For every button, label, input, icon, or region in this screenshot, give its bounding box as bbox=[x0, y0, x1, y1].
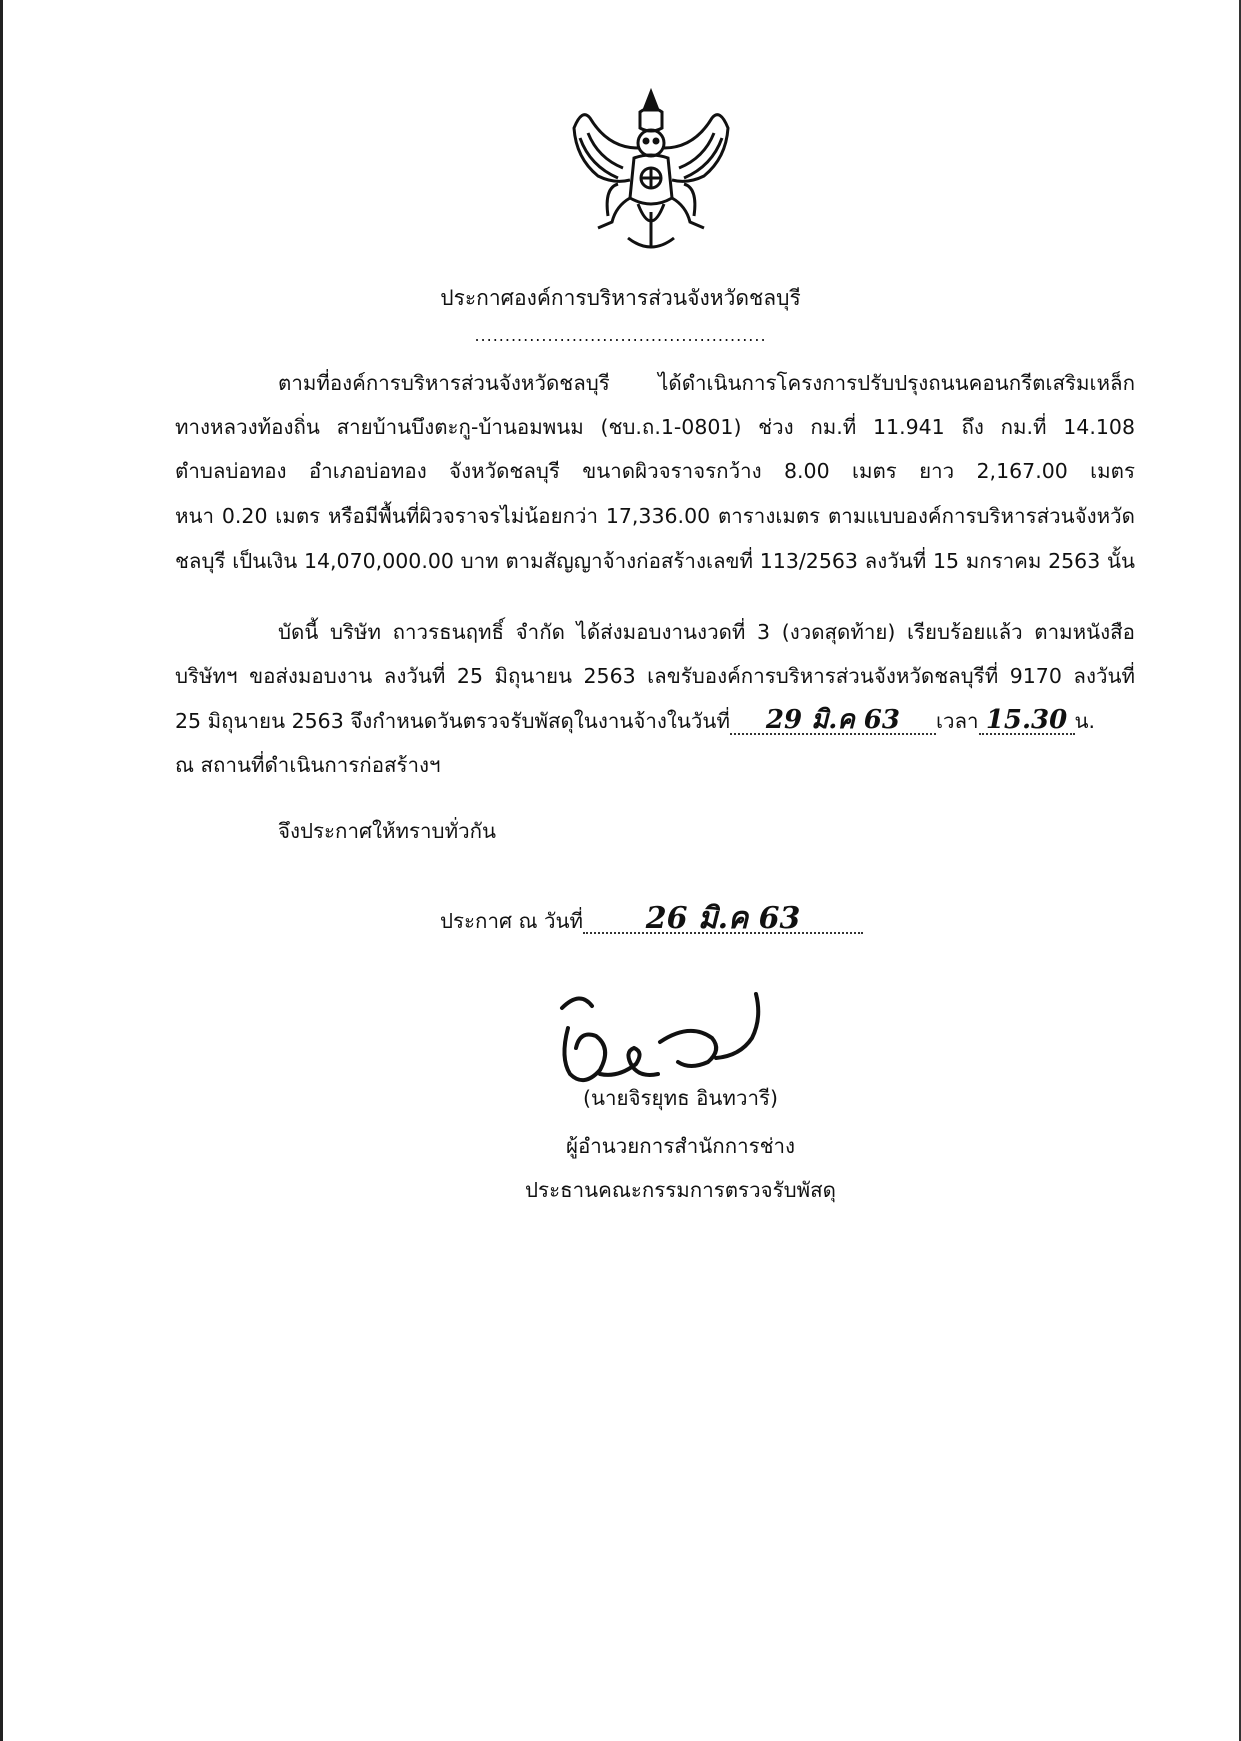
paragraph-1-line-3: ตำบลบ่อทอง อำเภอบ่อทอง จังหวัดชลบุรี ขนาดผิวจราจรกว้าง 8.00 เมตร ยาว 2,167.00 เมตร bbox=[175, 459, 1135, 483]
inspection-date-prefix: 25 มิถุนายน 2563 จึงกำหนดวันตรวจรับพัสดุในงานจ้างในวันที่ bbox=[175, 709, 730, 733]
document-title: ประกาศองค์การบริหารส่วนจังหวัดชลบุรี bbox=[440, 286, 801, 310]
title-dots-divider: ................................................ bbox=[474, 326, 767, 345]
announcement-date-label: ประกาศ ณ วันที่ bbox=[440, 909, 584, 933]
paragraph-1-line-2: ทางหลวงท้องถิ่น สายบ้านบึงตะกู-บ้านอมพนม (ชบ.ถ.1-0801) ช่วง กม.ที่ 11.941 ถึง กม.ที่ 14.108 bbox=[175, 415, 1135, 439]
paragraph-1-line-4: หนา 0.20 เมตร หรือมีพื้นที่ผิวจราจรไม่น้อยกว่า 17,336.00 ตารางเมตร ตามแบบองค์การบริหารส่วนจังหวัด bbox=[175, 504, 1135, 528]
paragraph-1-line-1: ตามที่องค์การบริหารส่วนจังหวัดชลบุรี ได้ดำเนินการโครงการปรับปรุงถนนคอนกรีตเสริมเหล็ก bbox=[278, 371, 1135, 395]
scan-edge-left bbox=[0, 0, 3, 1741]
garuda-emblem-icon bbox=[568, 88, 734, 260]
announcement-date-handwritten: 26 มิ.ค 63 bbox=[583, 906, 863, 934]
inspection-date-handwritten: 29 มิ.ค 63 bbox=[730, 707, 936, 735]
signatory-position-1: ผู้อำนวยการสำนักการช่าง bbox=[565, 1134, 796, 1158]
signatory-position-2: ประธานคณะกรรมการตรวจรับพัสดุ bbox=[525, 1178, 836, 1202]
inspection-time-handwritten: 15.30 bbox=[979, 707, 1075, 735]
announcement-date-line bbox=[440, 901, 880, 936]
handwritten-signature bbox=[540, 978, 780, 1098]
paragraph-2-line-3 bbox=[175, 706, 1135, 736]
paragraph-2-line-1: บัดนี้ บริษัท ถาวรธนฤทธิ์ จำกัด ได้ส่งมอบงานงวดที่ 3 (งวดสุดท้าย) เรียบร้อยแล้ว ตามหนังสือ bbox=[278, 620, 1135, 644]
time-label: เวลา bbox=[935, 709, 979, 733]
time-suffix: น. bbox=[1074, 709, 1096, 733]
paragraph-2-line-2: บริษัทฯ ขอส่งมอบงาน ลงวันที่ 25 มิถุนายน 2563 เลขรับองค์การบริหารส่วนจังหวัดชลบุรีที่ 9170 ลงวันที่ bbox=[175, 664, 1135, 688]
closing-statement: จึงประกาศให้ทราบทั่วกัน bbox=[278, 819, 497, 843]
paragraph-2-line-4: ณ สถานที่ดำเนินการก่อสร้างฯ bbox=[175, 753, 441, 777]
paragraph-1-line-5: ชลบุรี เป็นเงิน 14,070,000.00 บาท ตามสัญญาจ้างก่อสร้างเลขที่ 113/2563 ลงวันที่ 15 มกราคม 2563 นั้น bbox=[175, 549, 1135, 573]
signatory-name: (นายจิรยุทธ อินทวารี) bbox=[583, 1086, 778, 1110]
